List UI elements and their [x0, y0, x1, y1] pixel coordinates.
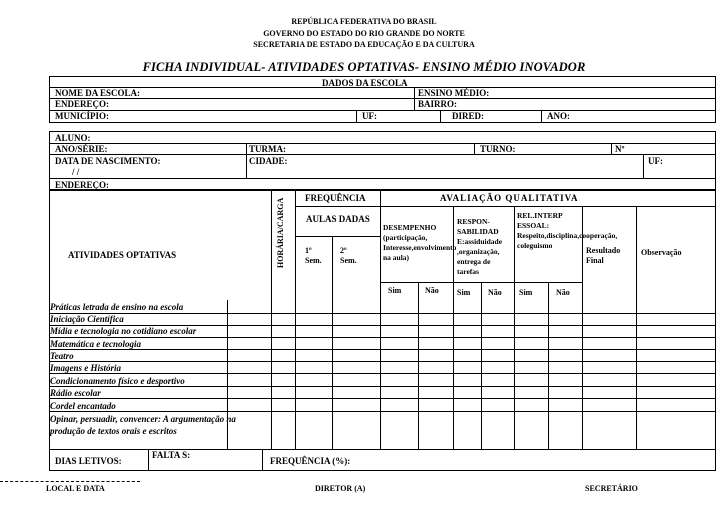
responsibility-no: Não: [488, 288, 502, 297]
school-name-field[interactable]: NOME DA ESCOLA:: [55, 88, 141, 98]
student-number-field[interactable]: Nº: [615, 144, 625, 154]
student-city-field[interactable]: CIDADE:: [249, 156, 288, 166]
place-date-label: LOCAL E DATA: [46, 484, 105, 493]
performance-header: DESEMPENHO (participação, Interesse,envolvimento na aula): [383, 223, 457, 262]
activity-row: Práticas letrada de ensino na escola: [50, 302, 184, 312]
final-result-header: Resultado Final: [586, 246, 621, 265]
relationship-no: Não: [556, 288, 570, 297]
evaluation-header: AVALIAÇÃO QUALITATIVA: [440, 193, 579, 203]
performance-yes: Sim: [388, 286, 402, 295]
student-birth-placeholder: / /: [72, 167, 80, 177]
school-days-field[interactable]: DIAS LETIVOS:: [55, 456, 122, 466]
frequency-percent-field[interactable]: FREQUÊNCIA (%):: [270, 456, 351, 466]
school-district-field[interactable]: BAIRRO:: [418, 99, 458, 109]
frequency-header: FREQUÊNCIA: [305, 193, 366, 203]
school-section-title: DADOS DA ESCOLA: [322, 78, 408, 88]
student-name-field[interactable]: ALUNO:: [55, 133, 91, 143]
secretary-label: SECRETÁRIO: [585, 484, 638, 493]
school-state-field[interactable]: UF:: [362, 111, 377, 121]
second-semester-header: 2º Sem.: [340, 246, 357, 265]
school-city-field[interactable]: MUNICÍPIO:: [55, 111, 109, 121]
student-birth-field[interactable]: DATA DE NASCIMENTO:: [55, 156, 161, 166]
workload-header: HORÁRIA/CARGA: [276, 197, 285, 268]
student-grade-field[interactable]: ANO/SÉRIE:: [55, 144, 108, 154]
activity-row: Matemática e tecnologia: [50, 339, 141, 349]
classes-given-header: AULAS DADAS: [306, 214, 370, 224]
responsibility-header: RESPON-SABILIDAD E:assiduidade ,organização, entrega de tarefas: [457, 217, 503, 276]
header-government: GOVERNO DO ESTADO DO RIO GRANDE DO NORTE: [263, 29, 465, 38]
activity-row: Rádio escolar: [50, 388, 101, 398]
activity-row: Imagens e História: [50, 363, 122, 373]
activity-row: Mídia e tecnologia no cotidiano escolar: [50, 326, 197, 336]
school-year-field[interactable]: ANO:: [547, 111, 570, 121]
header-republic: REPÚBLICA FEDERATIVA DO BRASIL: [291, 17, 437, 26]
student-shift-field[interactable]: TURNO:: [480, 144, 516, 154]
school-level-field[interactable]: ENSINO MÉDIO:: [418, 88, 490, 98]
page-title: FICHA INDIVIDUAL- ATIVIDADES OPTATIVAS- ENSINO MÉDIO INOVADOR: [142, 60, 586, 74]
student-address-field[interactable]: ENDEREÇO:: [55, 180, 110, 190]
activity-row: Opinar, persuadir, convencer: A argumentação na produção de textos orais e escritos: [50, 414, 236, 436]
responsibility-yes: Sim: [457, 288, 471, 297]
activity-row: Condicionamento físico e desportivo: [50, 376, 185, 386]
activity-row: Cordel encantado: [50, 401, 116, 411]
school-address-field[interactable]: ENDEREÇO:: [55, 99, 110, 109]
director-label: DIRETOR (A): [315, 484, 366, 493]
relationship-header: REL.INTERP ESSOAL: Respeito,disciplina,cooperação, coleguismo: [517, 211, 618, 250]
school-dired-field[interactable]: DIRED:: [452, 111, 485, 121]
header-secretariat: SECRETARIA DE ESTADO DA EDUCAÇÃO E DA CULTURA: [253, 40, 475, 49]
absences-field[interactable]: FALTA S:: [152, 450, 191, 460]
first-semester-header: 1º Sem.: [305, 246, 322, 265]
observation-header: Observação: [641, 248, 682, 257]
activity-row: Teatro: [50, 351, 74, 361]
activities-header: ATIVIDADES OPTATIVAS: [68, 250, 177, 260]
relationship-yes: Sim: [519, 288, 533, 297]
performance-no: Não: [425, 286, 439, 295]
student-state-field[interactable]: UF:: [648, 156, 663, 166]
activity-row: Iniciação Científica: [50, 314, 124, 324]
student-class-field[interactable]: TURMA:: [249, 144, 286, 154]
